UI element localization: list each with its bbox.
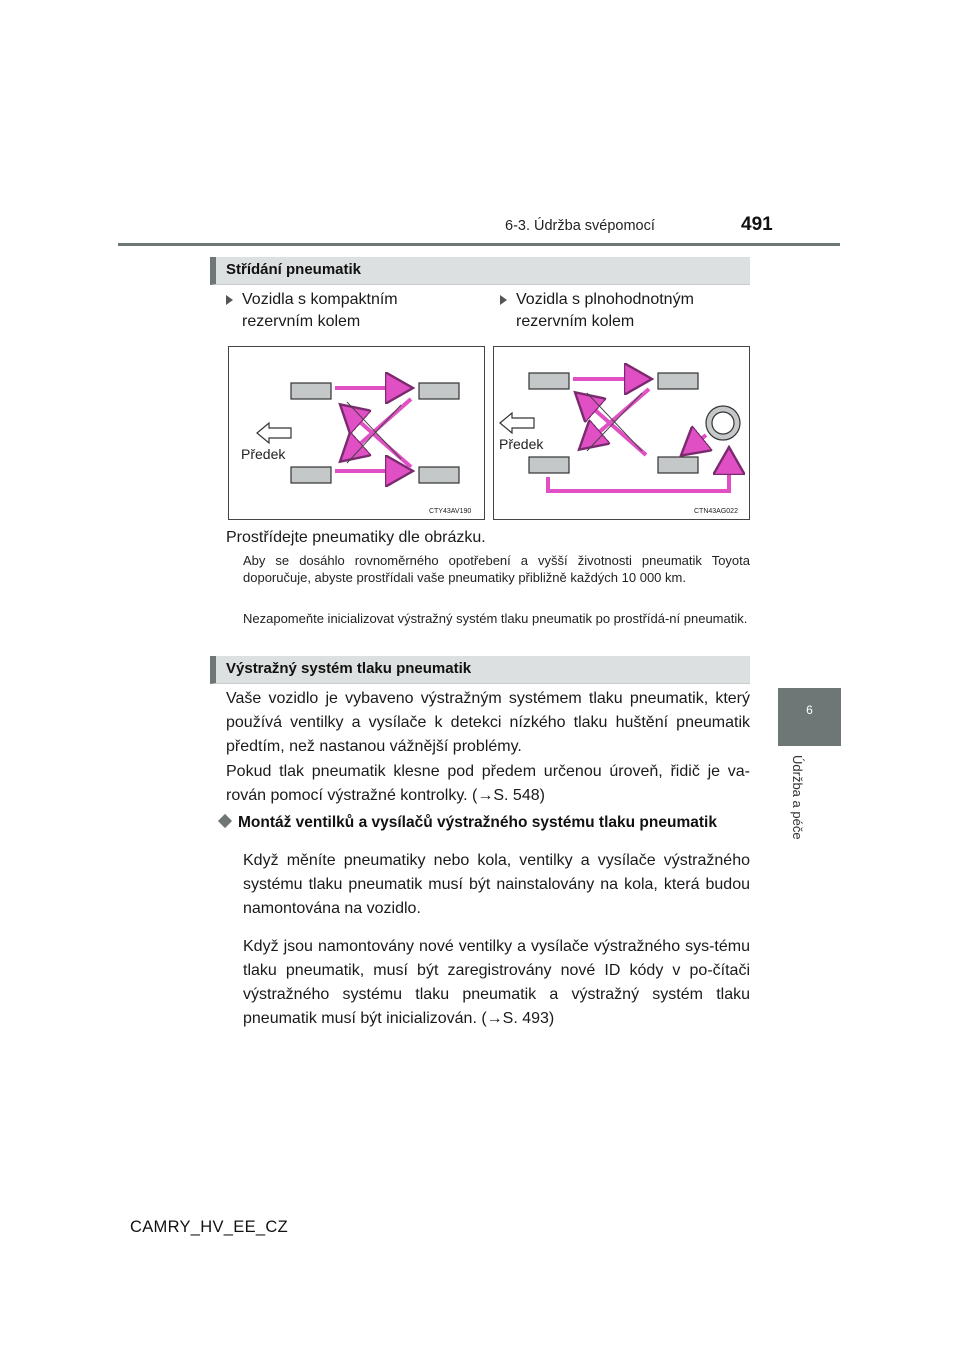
tire-front-left <box>529 373 569 389</box>
tire-rear-left <box>291 467 331 483</box>
rotation-diagram-full-size <box>493 346 750 520</box>
diamond-bullet-icon <box>218 814 232 828</box>
rotation-diagram-svg <box>494 347 749 519</box>
front-direction-arrow-icon <box>257 423 291 443</box>
chapter-label-text: Údržba a péče <box>790 755 805 840</box>
note-initialize: Nezapomeňte inicializovat výstražný systém tlaku pneumatik po prostřídá-ní pneumatik. <box>243 611 748 626</box>
section-title: Střídání pneumatik <box>226 261 362 278</box>
chapter-label <box>781 755 807 905</box>
rotation-arrow <box>343 407 411 467</box>
figure-code: CTN43AG022 <box>694 508 738 515</box>
tire-front-right <box>419 383 459 399</box>
front-direction-arrow-icon <box>500 413 534 433</box>
tire-rear-left <box>529 457 569 473</box>
front-label: Předek <box>499 436 544 452</box>
sensor-paragraph-2: Když jsou namontovány nové ventilky a vysílače výstražného sys-tému tlaku pneumatik, musí být zaregistrovány nové ID kódy v po-čítači výstražného systému tlaku pneumatik a výstražný systém tlaku pneumatik musí být inicializován. (→S. 493) <box>243 938 750 1027</box>
spare-rotation-arrow <box>548 451 729 491</box>
section-title-bar <box>210 257 750 285</box>
note-rotation-interval: Aby se dosáhlo rovnoměrného opotřebení a vyšší životnosti pneumatik Toyota doporučuje, abyste prostřídali vaše pneumatiky přibližně každých 10 000 km. <box>243 553 750 585</box>
sensor-paragraph-1: Když měníte pneumatiky nebo kola, ventilky a vysílače výstražného systému tlaku pneumatik musí být nainstalovány na kola, která budou namontována na vozidlo. <box>243 852 750 917</box>
triangle-bullet-icon <box>226 295 233 305</box>
bullet-full-spare <box>500 289 750 337</box>
subheading <box>218 814 758 832</box>
chapter-tab: 6 <box>778 688 841 746</box>
section-title: Výstražný systém tlaku pneumatik <box>226 660 472 677</box>
model-code: CAMRY_HV_EE_CZ <box>130 1218 288 1236</box>
rotation-arrow <box>684 435 706 453</box>
spare-tire-inner <box>712 412 734 434</box>
triangle-bullet-icon <box>500 295 507 305</box>
figure-code: CTY43AV190 <box>429 508 472 515</box>
rotation-diagram-compact <box>228 346 485 520</box>
tpms-paragraph-2: Pokud tlak pneumatik klesne pod předem určenou úroveň, řidič je va-rován pomocí výstražné kontrolky. (→S. 548) <box>226 763 750 804</box>
section-title-bar <box>210 656 750 684</box>
page-number: 491 <box>741 214 773 235</box>
front-label: Předek <box>241 446 286 462</box>
bullet-text: Vozidla s kompaktním rezervním kolem <box>242 291 398 330</box>
bullet-compact-spare <box>226 289 476 337</box>
section-header: 6-3. Údržba svépomocí <box>505 218 655 234</box>
tpms-paragraph-1: Vaše vozidlo je vybaveno výstražným systémem tlaku pneumatik, který používá ventilky a vysílače k detekci nízkého tlaku huštění pneumatik předtím, než nastanou vážnější problémy. <box>226 690 750 755</box>
header-rule <box>118 243 840 246</box>
instruction-text: Prostřídejte pneumatiky dle obrázku. <box>226 529 486 546</box>
subheading-text: Montáž ventilků a vysílačů výstražného systému tlaku pneumatik <box>238 814 717 831</box>
bullet-text: Vozidla s plnohodnotným rezervním kolem <box>516 291 694 330</box>
tire-rear-right <box>419 467 459 483</box>
rotation-diagram-svg <box>229 347 484 519</box>
tire-front-left <box>291 383 331 399</box>
tire-rear-right <box>658 457 698 473</box>
tire-front-right <box>658 373 698 389</box>
